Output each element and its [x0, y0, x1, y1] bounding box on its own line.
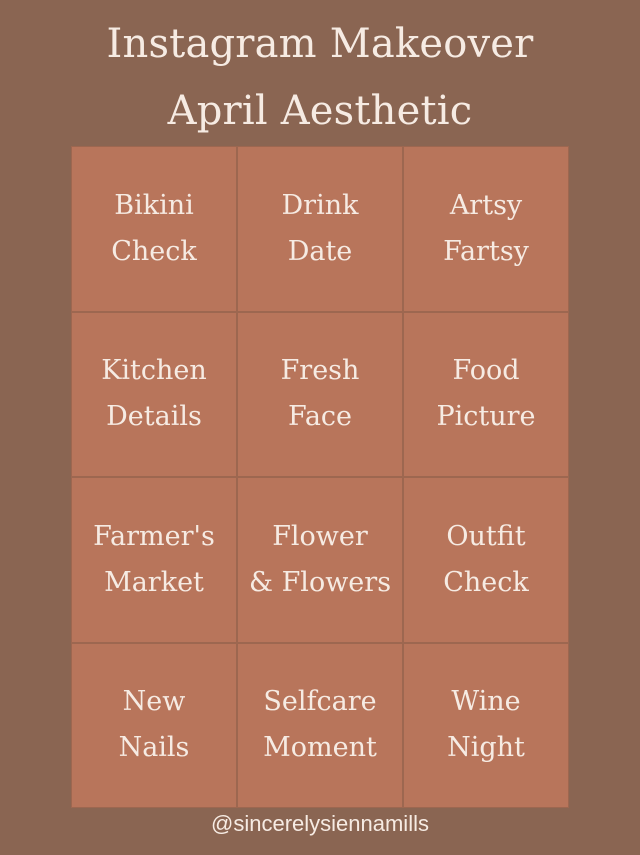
grid-tile-label-line-1: Wine	[451, 686, 521, 718]
grid-tile-label	[101, 348, 207, 440]
grid-tile-label-line-2: Check	[111, 235, 197, 267]
grid-tile-label-line-1: Drink	[281, 189, 359, 221]
grid-tile-label-line-2: Market	[104, 566, 204, 598]
grid-tile-label-line-1: Kitchen	[101, 355, 207, 387]
grid-tile-artsy-fartsy	[403, 146, 569, 312]
grid-tile-label-line-2: Date	[287, 235, 353, 267]
grid-tile-label-line-1: Artsy	[449, 189, 523, 221]
grid-tile-label-line-2: Nails	[118, 732, 190, 764]
grid-tile-farmers-market	[71, 477, 237, 643]
grid-tile-wine-night	[403, 643, 569, 809]
grid-tile-label	[281, 348, 360, 440]
grid-tile-new-nails	[71, 643, 237, 809]
grid-tile-flower-and-flowers	[237, 477, 403, 643]
grid-tile-label	[111, 183, 197, 275]
instagram-handle: @sincerelysiennamills	[211, 811, 429, 836]
grid-tile-label-line-2: & Flowers	[248, 566, 392, 598]
grid-tile-drink-date	[237, 146, 403, 312]
grid-tile-label	[263, 679, 377, 771]
grid-tile-label-line-1: Bikini	[114, 189, 194, 221]
grid-tile-label	[443, 514, 529, 606]
grid-tile-label-line-1: Flower	[272, 520, 368, 552]
grid-tile-label	[93, 514, 215, 606]
grid-tile-label-line-1: Fresh	[280, 355, 360, 387]
grid-tile-label	[249, 514, 391, 606]
grid-tile-label	[282, 183, 359, 275]
grid-tile-label-line-1: Farmer's	[93, 520, 215, 552]
grid-tile-label-line-2: Night	[447, 732, 525, 764]
grid-tile-label-line-2: Fartsy	[443, 235, 529, 267]
grid-tile-label-line-1: Selfcare	[263, 686, 377, 718]
grid-tile-label-line-2: Check	[443, 566, 529, 598]
grid-tile-label	[436, 348, 535, 440]
grid-tile-bikini-check	[71, 146, 237, 312]
grid-tile-kitchen-details	[71, 312, 237, 478]
grid-tile-label-line-2: Moment	[263, 732, 377, 764]
grid-tile-label-line-2: Details	[106, 401, 202, 433]
page-title-line-1: Instagram Makeover	[106, 21, 534, 67]
grid-tile-selfcare-moment	[237, 643, 403, 809]
grid-tile-label	[447, 679, 525, 771]
grid-tile-outfit-check	[403, 477, 569, 643]
page-title-line-2: April Aesthetic	[167, 88, 473, 134]
grid-tile-label-line-2: Face	[287, 401, 353, 433]
grid-tile-fresh-face	[237, 312, 403, 478]
grid-tile-label	[119, 679, 190, 771]
grid-tile-label-line-1: Food	[452, 355, 520, 387]
grid-tile-label-line-1: New	[122, 686, 186, 718]
grid-tile-food-picture	[403, 312, 569, 478]
grid-tile-label-line-1: Outfit	[446, 520, 526, 552]
grid-tile-label-line-2: Picture	[436, 401, 536, 433]
grid-tile-label	[443, 183, 529, 275]
aesthetic-grid	[71, 146, 569, 808]
